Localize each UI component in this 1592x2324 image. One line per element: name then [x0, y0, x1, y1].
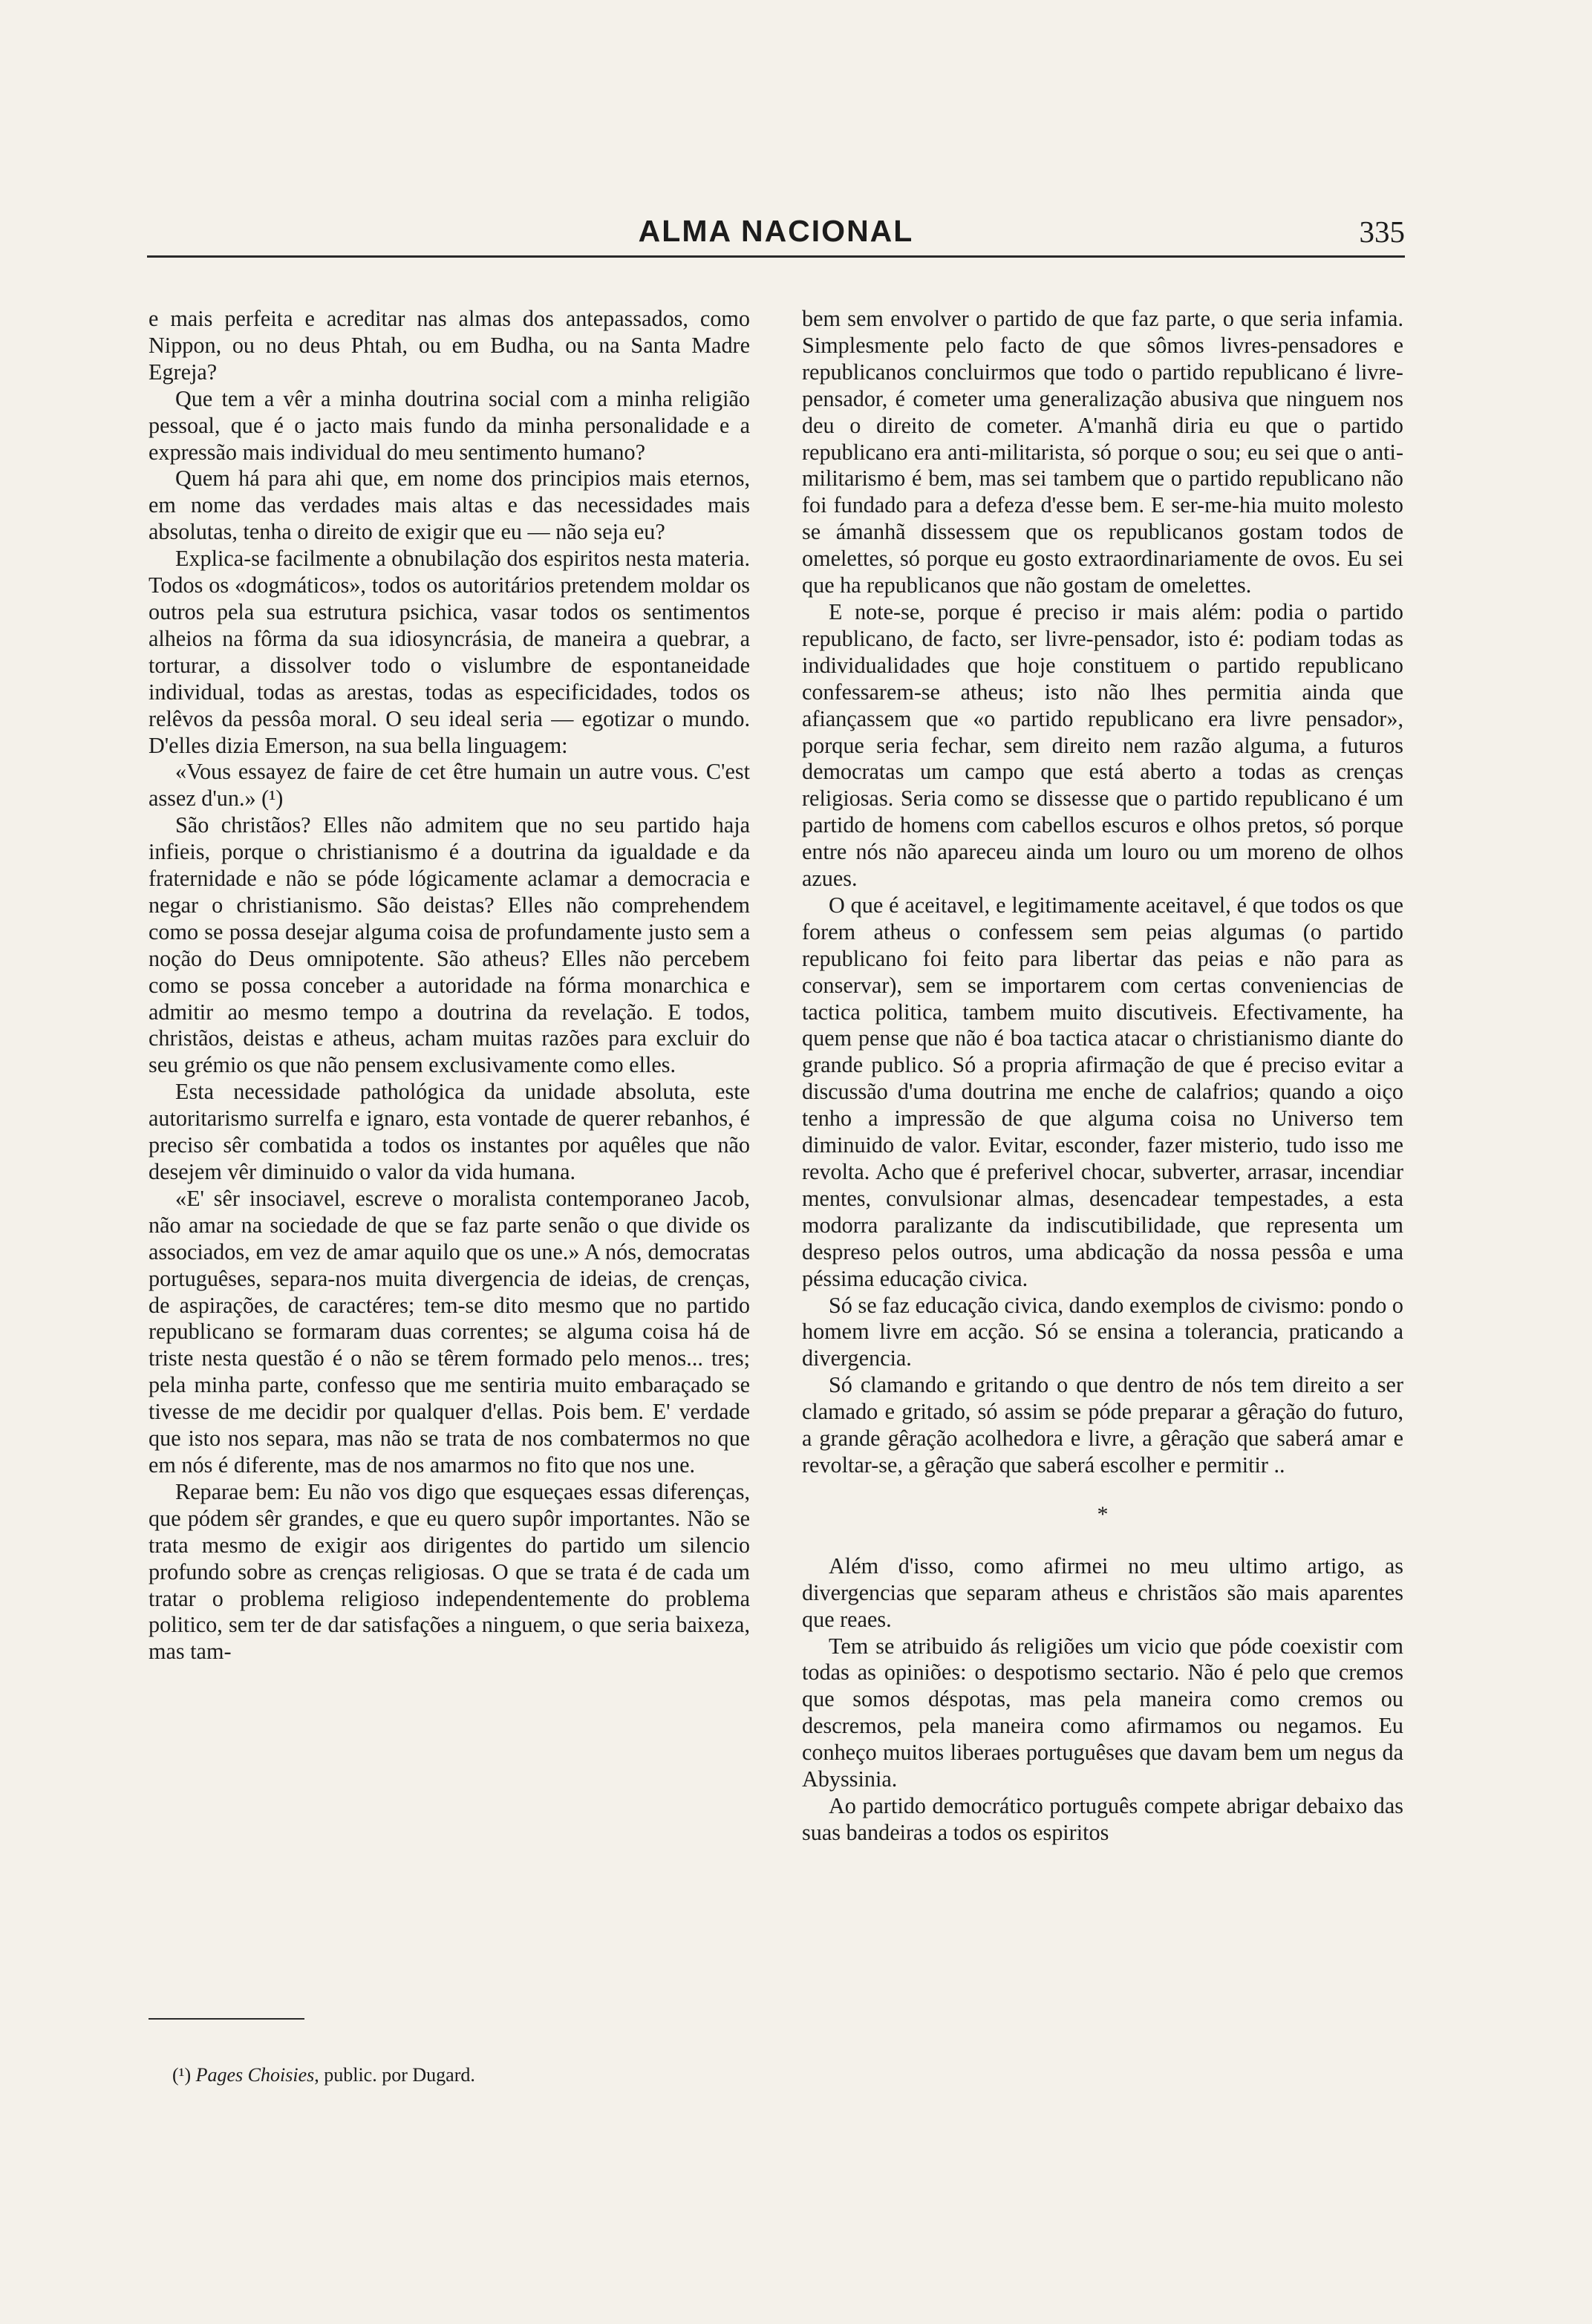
paragraph: E note-se, porque é preciso ir mais além: podia o partido republicano, de facto, ser livre-pensador, isto é: podiam todas as individualidades que hoje constituem o partido republicano confessarem-se atheus; isto não lhes permitia ainda que afiançassem que «o partido republicano era livre pensador», porque seria fechar, sem direito nem razão alguma, a futuros democratas um campo que está aberto a todas as crenças religiosas. Seria como se dissesse que o partido republicano é um partido de homens com cabellos escuros e olhos pretos, só porque entre nós não apareceu ainda um louro ou um moreno de olhos azues.: [802, 598, 1403, 892]
paragraph: Tem se atribuido ás religiões um vicio que póde coexistir com todas as opiniões: o despotismo sectario. Não é pelo que cremos que somos déspotas, mas pela maneira como cremos ou descremos, pela maneira como afirmamos ou negamos. Eu conheço muitos liberaes portuguêses que davam bem um negus da Abyssinia.: [802, 1633, 1403, 1792]
page-header: [147, 214, 1405, 258]
paragraph: Quem há para ahi que, em nome dos principios mais eternos, em nome das verdades mais altas e das necessidades mais absolutas, tenha o direito de exigir que eu — não seja eu?: [149, 466, 750, 545]
footnote-text: , public. por Dugard.: [314, 2064, 475, 2086]
paragraph: Explica-se facilmente a obnubilação dos espiritos nesta materia. Todos os «dogmáticos», todos os autoritários pretendem moldar os outros pela sua estrutura psichica, vasar todos os sentimentos alheios na fôrma da sua idiosyncrásia, de maneira a quebrar, a torturar, a dissolver todo o vislumbre de espontaneidade individual, todas as arestas, todas as especificidades, todos os relêvos da pessôa moral. O seu ideal seria — egotizar o mundo. D'elles dizia Emerson, na sua bella linguagem:: [149, 546, 750, 758]
paragraph: O que é aceitavel, e legitimamente aceitavel, é que todos os que forem atheus o confessem sem peias algumas (o partido republicano foi feito para libertar das peias e não para as conservar), sem se importarem com certas conveniencias de tactica politica, tambem muito discutiveis. Efectivamente, ha quem pense que não é boa tactica atacar o christianismo diante do grande publico. Só a propria afirmação de que é preciso evitar a discussão d'uma doutrina me enche de calafrios; quando a oiço tenho a impressão de que alguma coisa no Universo tem diminuido de valor. Evitar, esconder, fazer misterio, tudo isso me revolta. Acho que é preferivel chocar, subverter, arrasar, incendiar mentes, convulsionar almas, desencadear tempestades, a esta modorra paralizante da indiscutibilidade, que representa um despreso pelos outros, uma abdicação da nossa pessôa e uma péssima educação civica.: [802, 892, 1403, 1291]
footnote-marker: (¹): [172, 2064, 192, 2086]
paragraph: Só clamando e gritando o que dentro de nós tem direito a ser clamado e gritado, só assim se póde preparar a gêração do futuro, a grande gêração acolhedora e livre, a gêração que saberá amar e revoltar-se, a gêração que saberá escolher e permitir ..: [802, 1372, 1403, 1478]
section-separator: *: [1097, 1501, 1109, 1527]
paragraph: «E' sêr insociavel, escreve o moralista contemporaneo Jacob, não amar na sociedade de que se faz parte senão o que divide os associados, em vez de amar aquilo que os une.» A nós, democratas portuguêses, separa-nos muita divergencia de ideias, de crenças, de aspirações, de caractéres; tem-se dito mesmo que no partido republicano se formaram duas correntes; se alguma coisa há de triste nesta questão é o não se têrem formado pelo menos... tres; pela minha parte, confesso que me sentiria muito embaraçado se tivesse de me decidir por qualquer d'ellas. Pois bem. E' verdade que isto nos separa, mas não se trata de nos combatermos no que em nós é diferente, mas de nos amarmos no fito que nos une.: [149, 1185, 750, 1478]
footnote-title: Pages Choisies: [195, 2064, 315, 2086]
paragraph: e mais perfeita e acreditar nas almas dos antepassados, como Nippon, ou no deus Phtah, ou em Budha, ou na Santa Madre Egreja?: [149, 306, 750, 385]
footnote-rule: [149, 2018, 304, 2020]
paragraph: Além d'isso, como afirmei no meu ultimo artigo, as divergencias que separam atheus e christãos são mais aparentes que reaes.: [802, 1553, 1403, 1632]
paragraph: São christãos? Elles não admitem que no seu partido haja infieis, porque o christianismo é a doutrina da igualdade e da fraternidade e não se póde lógicamente aclamar a democracia e negar o christianismo. São deistas? Elles não comprehendem como se possa desejar alguma coisa de profundamente justo sem a noção do Deus omnipotente. São atheus? Elles não percebem como se possa conceber a autoridade na fórma monarchica e admitir ao mesmo tempo a doutrina da revelação. E todos, christãos, deistas e atheus, acham muitas razões para excluir do seu grémio os que não pensem exclusivamente como elles.: [149, 812, 750, 1078]
page-number: 335: [1359, 215, 1405, 249]
paragraph: Reparae bem: Eu não vos digo que esqueçaes essas diferenças, que pódem sêr grandes, e que eu quero supôr importantes. Não se trata mesmo de exigir aos dirigentes do partido um silencio profundo sobre as crenças religiosas. O que se trata é de cada um tratar o problema religioso independentemente do problema politico, sem ter de dar satisfações a ninguem, o que seria baixeza, mas tam-: [149, 1478, 750, 1665]
left-column: [149, 306, 750, 1665]
paragraph: Que tem a vêr a minha doutrina social com a minha religião pessoal, que é o jacto mais fundo da minha personalidade e a expressão mais individual do meu sentimento humano?: [149, 385, 750, 465]
paragraph: Só se faz educação civica, dando exemplos de civismo: pondo o homem livre em acção. Só se ensina a tolerancia, praticando a divergencia.: [802, 1292, 1403, 1371]
paragraph: bem sem envolver o partido de que faz parte, o que seria infamia. Simplesmente pelo facto de que sômos livres-pensadores e republicanos concluirmos que todo o partido republicano é livre-pensador, é cometer uma generalização abusiva que ninguem nos deu o direito de cometer. A'manhã diria eu que o partido republicano era anti-militarista, só porque o sou; eu sei que o anti-militarismo é bem, mas sei tambem que o partido republicano não foi fundado para a defeza d'esse bem. E ser-me-hia muito molesto se ámanhã dissessem que os republicanos gostam todos de omelettes, só porque eu gosto extraordinariamente de ovos. Eu sei que ha republicanos que não gostam de omelettes.: [802, 306, 1403, 598]
running-title: ALMA NACIONAL: [638, 214, 914, 248]
paragraph: Ao partido democrático português compete abrigar debaixo das suas bandeiras a todos os espiritos: [802, 1792, 1403, 1845]
quotation: «Vous essayez de faire de cet être humain un autre vous. C'est assez d'un.» (¹): [149, 759, 750, 812]
footnote: [172, 2064, 475, 2086]
paragraph: Esta necessidade pathológica da unidade absoluta, este autoritarismo surrelfa e ignaro, esta vontade de querer rebanhos, é preciso sêr combatida a todos os instantes por aquêles que não desejem vêr diminuido o valor da vida humana.: [149, 1079, 750, 1184]
right-column: [802, 306, 1403, 1847]
